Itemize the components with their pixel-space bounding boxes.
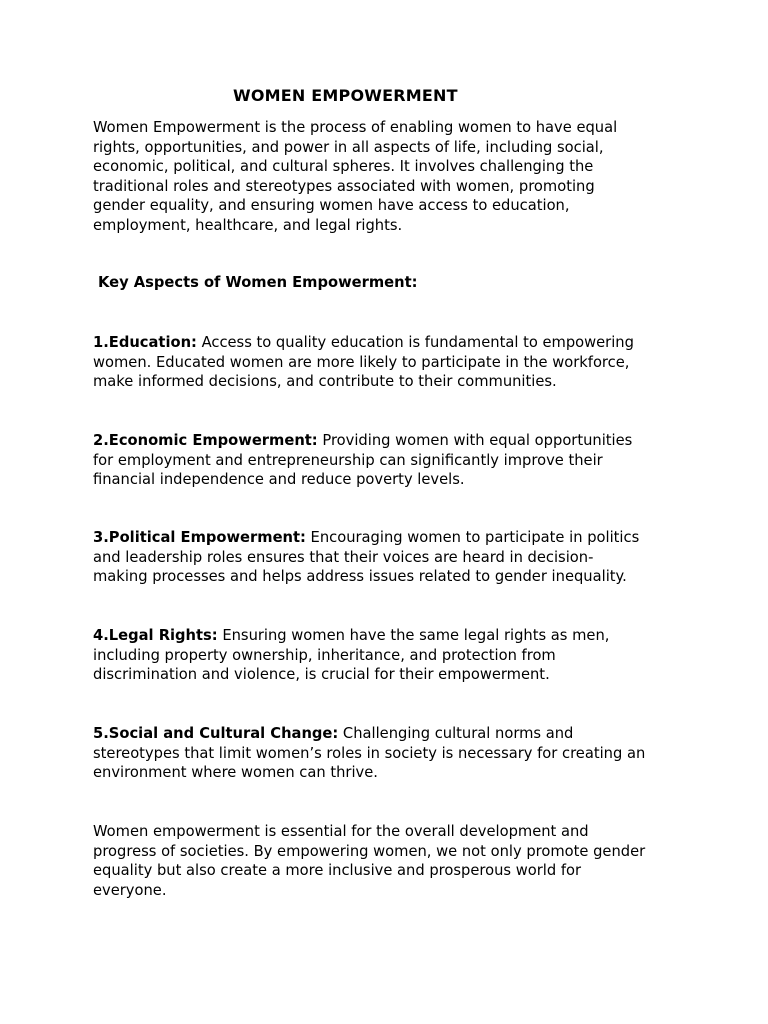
aspect-line: making processes and helps address issues related to gender inequality. xyxy=(93,568,627,586)
intro-line: employment, healthcare, and legal rights. xyxy=(93,216,403,234)
aspect-label: 1.Education: xyxy=(93,334,197,351)
aspect-line: make informed decisions, and contribute to their communities. xyxy=(93,373,557,391)
aspect-label: 5.Social and Cultural Change: xyxy=(93,725,339,742)
conclusion-line: Women empowerment is essential for the overall development and xyxy=(93,823,589,840)
intro-line: traditional roles and stereotypes associated with women, promoting xyxy=(93,177,595,195)
aspect-paragraph-social-cultural xyxy=(93,724,693,783)
aspect-line: including property ownership, inheritance, and protection from xyxy=(93,646,556,664)
aspect-line: and leadership roles ensures that their voices are heard in decision- xyxy=(93,548,594,566)
aspect-paragraph-education xyxy=(93,333,693,392)
aspect-text: Challenging cultural norms and xyxy=(338,725,574,742)
aspect-first-line xyxy=(93,431,693,451)
aspect-paragraph-legal xyxy=(93,626,693,685)
aspect-first-line xyxy=(93,724,693,744)
aspect-line: women. Educated women are more likely to participate in the workforce, xyxy=(93,353,630,371)
intro-line: gender equality, and ensuring women have access to education, xyxy=(93,197,570,215)
aspect-label: 4.Legal Rights: xyxy=(93,627,218,644)
aspect-first-line xyxy=(93,333,693,353)
intro-line: economic, political, and cultural spheres. It involves challenging the xyxy=(93,158,594,176)
intro-line: Women Empowerment is the process of enabling women to have equal xyxy=(93,119,618,136)
aspect-label: 3.Political Empowerment: xyxy=(93,529,306,546)
conclusion-line: everyone. xyxy=(93,881,167,899)
page-title: WOMEN EMPOWERMENT xyxy=(233,86,458,105)
aspect-text: Access to quality education is fundamental to empowering xyxy=(196,334,634,351)
aspect-paragraph-economic xyxy=(93,431,693,490)
aspect-text: Providing women with equal opportunities xyxy=(317,432,633,449)
aspect-paragraph-political xyxy=(93,528,693,587)
aspect-line: financial independence and reduce poverty levels. xyxy=(93,471,465,489)
aspect-line: for employment and entrepreneurship can significantly improve their xyxy=(93,451,603,469)
intro-paragraph xyxy=(93,118,693,236)
aspect-line: discrimination and violence, is crucial for their empowerment. xyxy=(93,666,550,684)
aspect-first-line xyxy=(93,626,693,646)
aspect-text: Encouraging women to participate in politics xyxy=(305,529,640,546)
conclusion-paragraph xyxy=(93,822,693,900)
aspect-line: environment where women can thrive. xyxy=(93,764,378,782)
aspect-first-line xyxy=(93,528,693,548)
conclusion-line: equality but also create a more inclusive and prosperous world for xyxy=(93,862,582,880)
aspect-text: Ensuring women have the same legal rights as men, xyxy=(217,627,610,644)
aspect-label: 2.Economic Empowerment: xyxy=(93,432,318,449)
intro-line: rights, opportunities, and power in all aspects of life, including social, xyxy=(93,138,604,156)
key-aspects-heading: Key Aspects of Women Empowerment: xyxy=(98,274,418,291)
conclusion-line: progress of societies. By empowering women, we not only promote gender xyxy=(93,842,646,860)
aspect-line: stereotypes that limit women’s roles in society is necessary for creating an xyxy=(93,744,646,762)
